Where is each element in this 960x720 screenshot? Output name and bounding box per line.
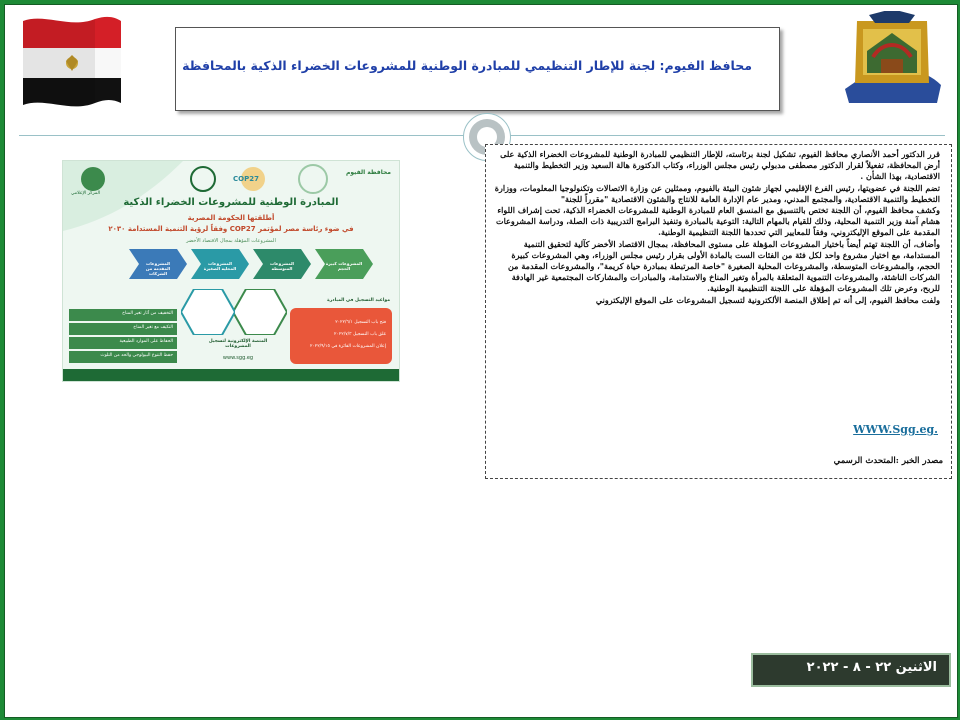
registration-box xyxy=(290,298,392,366)
governorate-logo xyxy=(837,11,947,107)
goal-item-3: الحفاظ على الموارد الطبيعية xyxy=(119,339,173,344)
article-box xyxy=(485,144,952,479)
publish-date: الاثنين ٢٢ - ٨ - ٢٠٢٢ xyxy=(806,660,937,675)
poster-subtitle-1: أطلقتها الحكومة المصرية xyxy=(187,214,275,222)
category-label-2: المشروعات المتوسطة xyxy=(270,261,294,271)
poster-governorate: محافظة الفيوم xyxy=(345,169,391,176)
poster-footer-bar xyxy=(63,369,399,381)
category-label-1: المشروعات كبيرة الحجم xyxy=(325,261,363,271)
category-label-4: المشروعات المقدمة من الشركات xyxy=(145,261,171,276)
date-bar xyxy=(751,653,951,687)
registration-item-1: فتح باب التسجيل ٢٠٢٢/٦/١ xyxy=(335,320,386,325)
category-hex-1 xyxy=(233,289,287,335)
article-paragraph-5: ولفت محافظ الفيوم، إلى أنه تم إطلاق المنصة الألكترونية لتسجيل المشروعات على الموقع الإليكتروني xyxy=(595,294,940,305)
platform-url: www.sgg.eg xyxy=(222,355,254,361)
title-box xyxy=(175,27,780,111)
website-link[interactable]: WWW.Sgg.eg. xyxy=(853,423,938,436)
goal-item-1: التخفيف من آثار تغير المناخ xyxy=(122,311,173,316)
initiative-poster xyxy=(62,160,400,382)
divider-left xyxy=(19,135,465,136)
registration-title: مواعيد التسجيل في المبادرة xyxy=(327,298,390,303)
page-title: محافظ الفيوم: لجنة للإطار التنظيمي للمبادرة الوطنية للمشروعات الخضراء الذكية بالمحافظة xyxy=(182,58,752,73)
article-paragraph-3: وكشف محافظ الفيوم، أن اللجنة تختص بالتنسيق مع المنسق العام للمبادرة الوطنية للمشروعات الخضراء الذكية، تحت إشراف اللواء هشام آمنة وزير التنمية المحلية، وذلك للقيام بالمهام التالية: التوعية بالمبادرة وتنفيذ البرامج التدريبية ذات الصلة، ودراسة المشروعات المقدمة على الموقع الإليكتروني، وفقاً للمعايير التي تحددها اللجنة التنظيمية الوطنية. xyxy=(495,205,940,238)
poster-media-center: المركز الإعلامي xyxy=(71,191,101,196)
article-body xyxy=(492,149,940,306)
news-source: مصدر الخبر :المتحدث الرسمي xyxy=(833,456,943,466)
goal-item-4: حفظ التنوع البيولوجي والحد من التلوث xyxy=(100,353,173,358)
article-paragraph-1: قرر الدكتور أحمد الأنصاري محافظ الفيوم، تشكيل لجنة برئاسته، للإطار التنظيمي للمبادرة الوطنية للمشروعات الخضراء الذكية على أرض المحافظة، تفعيلاً لقرار الدكتور مصطفى مدبولي رئيس مجلس الوزراء، وكتاب الدكتورة هالة السعيد وزير التخطيط والتنمية الاقتصادية، بهذا الشأن . xyxy=(500,149,940,182)
egypt-flag-image xyxy=(15,11,125,111)
goal-item-2: التكيف مع تغير المناخ xyxy=(133,325,173,330)
poster-cop-label: COP27 xyxy=(233,175,259,183)
article-paragraph-4: وأضاف، أن اللجنة تهتم أيضاً باختيار المشروعات المؤهلة على مستوى المحافظة، بمجال الاقتصاد الأخضر كآلية لتحقيق التنمية المستدامة، مع اختيار مشروع واحد لكل فئة من الفئات الست بالمادة الأولى بقرار رئيس مجلس الوزراء، وهي المشروعات كبيرة الحجم، والمشروعات المتوسطة، والمشروعات المحلية الصغيرة "خاصة المرتبطة بمبادرة حياة كريمة"، والمشروعات المقدمة من الشركات الناشئة، والمشروعات التنموية المتعلقة بالمرأة وتغير المناخ والاستدامة، والمبادرات والمشاركات المجتمعية غير الهادفة للربح، وعرض تلك المشروعات المؤهلة على اللجنة التنظيمية الوطنية. xyxy=(508,238,940,294)
poster-section-label: المشروعات المؤهلة بمجال الاقتصاد الأخضر xyxy=(186,238,276,244)
registration-item-2: غلق باب التسجيل ٢٠٢٢/٧/٣ xyxy=(334,332,386,337)
slide xyxy=(4,4,958,718)
divider-right xyxy=(509,135,945,136)
registration-item-3: إعلان المشروعات الفائزة في ٢٠٢٢/٩/١٥ xyxy=(309,344,386,349)
platform-label: المنصة الإلكترونية لتسجيل المشروعات xyxy=(208,339,268,349)
poster-title: المبادرة الوطنية للمشروعات الخضراء الذكية xyxy=(123,197,339,208)
category-hex-2 xyxy=(181,289,235,335)
category-label-3: المشروعات المحلية الصغيرة xyxy=(203,261,237,271)
article-paragraph-2: تضم اللجنة في عضويتها، رئيس الفرع الإقليمي لجهاز شئون البيئة بالفيوم، وممثلين عن وزارة الاتصالات وتكنولوجيا المعلومات، ووزارة التخطيط والتنمية الاقتصادية، والمجتمع المدني، ومدير عام الإدارة العامة للانتاج والشئون الاقتصادية "مقرراً للجنة" xyxy=(494,182,940,204)
poster-subtitle-2: في ضوء رئاسة مصر لمؤتمر COP27 وفقاً لرؤية التنمية المستدامة ٢٠٣٠ xyxy=(108,225,354,233)
